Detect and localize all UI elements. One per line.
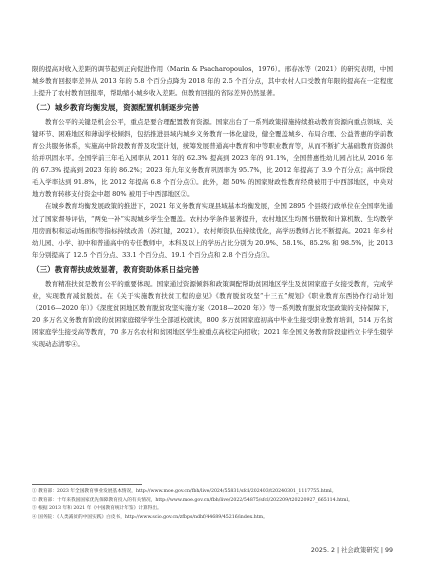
footnote-divider [32,484,142,485]
footnote: ④ 国务院：《人类减贫的中国实践》白皮书，http://www.scio.gov.cn/zfbps/ndhf/44689/45216/index.htm。 [32,514,268,520]
footnote: ② 教育部：十年来我国国家优先保障教育投入的有关情况，http://www.moe.gov.cn/fbh/live/2022/54875/sfcl/202209/t20220927_665114.html。 [32,497,353,503]
section-heading-2: （二）城乡教育均衡发展，资源配置机制逐步完善 [32,103,200,113]
footnotes [32,488,393,522]
section-heading-3: （三）教育帮扶成效显著，教育资助体系日益完善 [32,264,200,274]
article-body [32,63,393,350]
section3-paragraph: 教育精准扶贫是教育公平的重要体现。国家通过资源倾斜和政策调配帮助贫困地区学生及贫困家庭子女接受教育，完成学业，实现教育减贫脱贫。在《关于实施教育扶贫工程的意见》《教育脱贫攻坚“十三五”规划》《职业教育东西协作行动计划（2016—2020 年）》《深度贫困地区教育脱贫攻坚实施方案（2018—2020 年）》等一系列教育脱贫攻坚政策的支持保障下，20 多万名义务教育阶段的贫困家庭辍学学生全部返校就读，800 多万贫困家庭初高中毕业生接受职业教育培训，514 万名贫困家庭学生接受高等教育，70 多万名农村和贫困地区学生被重点高校定向招收；2021 年全国义务教育阶段建档立卡学生辍学实现动态清零④。 [32,279,393,348]
section2-paragraph: 在城乡教育均衡发展政策的推进下，2021 年义务教育实现县域基本均衡发展，全国 2895 个县级行政单位在全国率先通过了国家督导评估，“两免一补”实现城乡学生全覆盖。农村办学条件显著提升，农村地区生均图书册数和计算机数、生均教学用房面积和运动场面积等指标持续改善（苏红键，2021）。农村师资队伍持续优化，高学历教师占比不断提高。2021 年乡村幼儿园、小学、初中和普通高中的专任教师中，本科及以上的学历占比分别为 20.9%、58.1%、85.2% 和 98.5%，比 2013 年分别提高了 12.5 个百分点、33.1 个百分点、19.1 个百分点和 2.8 个百分点③。 [32,202,393,259]
page-footer: 2025. 2 | 社会政策研究 | 99 [310,547,393,554]
footnote: ③ 根据 2013 年和 2021 年《中国教育统计年鉴》计算得出。 [32,506,162,512]
footnote: ① 教育部：2023 年全国教育事业发展基本情况，http://www.moe.gov.cn/fbh/live/2024/55831/sfcl/202403/t20240301_1117755.html。 [32,489,337,494]
intro-paragraph: 限的提高对收入差距的调节起到正向促进作用（Marin & Psacharopoulos，1976）。邢春冰等（2021）的研究表明，中国城乡教育回报率差异从 2013 年的 5.8 个百分点降为 2018 年的 2.5 个百分点，其中农村人口受教育年限的提高在一定程度上提升了农村教育回报率，帮助缩小城乡收入差距。但教育回报的省际差异仍然显著。 [32,65,393,98]
section2-paragraph: 教育公平的关键是机会公平，重点是要合理配置教育资源。国家出台了一系列政策措施持续推动教育资源向重点领域、关键环节、困难地区和薄弱学校倾斜，包括推进县域内城乡义务教育一体化建设，健全覆盖城乡、布局合理、公益普惠的学前教育公共服务体系，实施高中阶段教育普及攻坚计划，统筹发展普通高中教育和中等职业教育等，从而不断扩大基础教育资源供给并巩固水平。全国学前三年毛入园率从 2011 年的 62.3% 提高到 2023 年的 91.1%，全国普惠性幼儿园占比从 2016 年的 67.3% 提高到 2023 年的 86.2%；2023 年九年义务教育巩固率为 95.7%，比 2012 年提高了 3.9 个百分点；高中阶段毛入学率达到 91.8%，比 2012 年提高 6.8 个百分点①。此外，超 50% 的国家财政性教育经费被用于中西部地区，中央对地方教育转移支付资金中超 80% 被用于中西部地区②。 [32,118,393,199]
